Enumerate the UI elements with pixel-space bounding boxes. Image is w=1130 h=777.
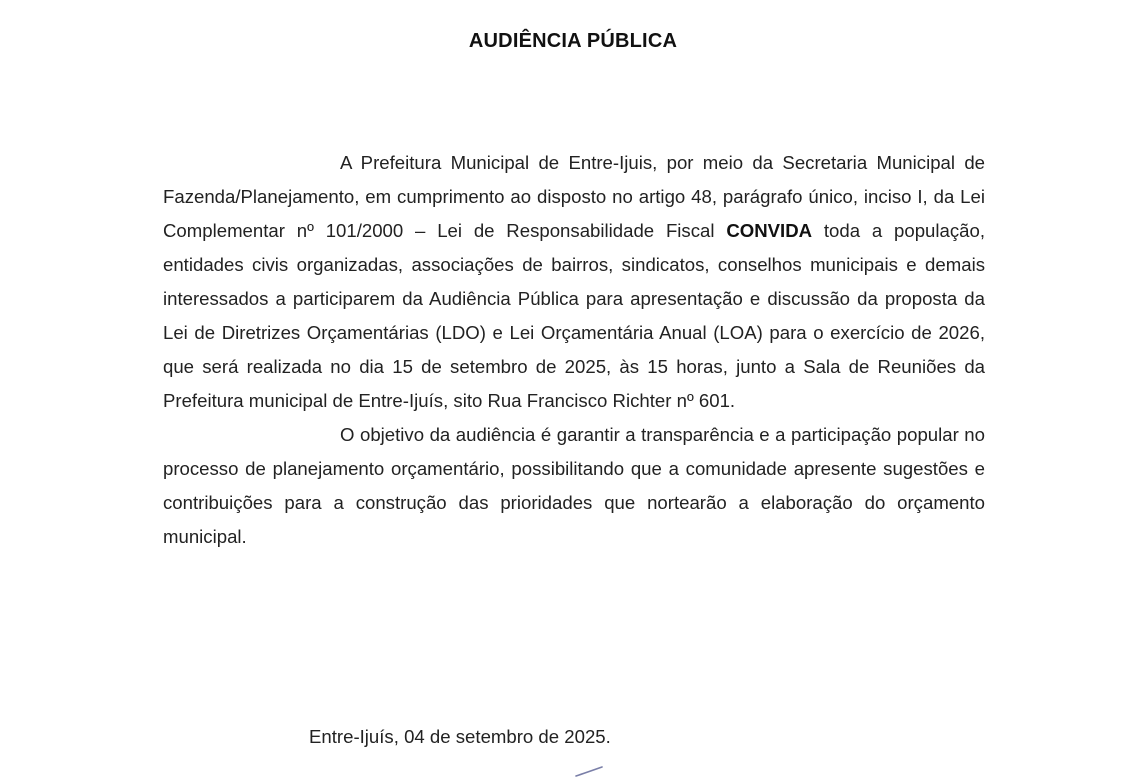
date-line: Entre-Ijuís, 04 de setembro de 2025.: [309, 726, 611, 747]
paragraph-invitation: [163, 146, 985, 418]
paragraph-objective: O objetivo da audiência é garantir a transparência e a participação popular no processo de planejamento orçamentário, possibilitando que a comunidade apresente sugestões e contribuições para a construção das prioridades que nortearão a elaboração do orçamento municipal.: [163, 424, 985, 547]
document-title: AUDIÊNCIA PÚBLICA: [468, 30, 678, 52]
paragraph-invitation-part2: toda a população, entidades civis organizadas, associações de bairros, sindicatos, conselhos municipais e demais interessados a participarem da Audiência Pública para apresentação e discussão da proposta da Lei de Diretrizes Orçamentárias (LDO) e Lei Orçamentária Anual (LOA) para o exercício de 2026, que será realizada no dia 15 de setembro de 2025, às 15 horas, junto a Sala de Reuniões da Prefeitura municipal de Entre-Ijuís, sito Rua Francisco Richter nº 601.: [163, 220, 985, 411]
paragraph-invitation-part1: A Prefeitura Municipal de Entre-Ijuis, por meio da Secretaria Municipal de Fazenda/Planejamento, em cumprimento ao disposto no artigo 48, parágrafo único, inciso I, da Lei Complementar nº 101/2000 – Lei de Responsabilidade Fiscal: [163, 152, 985, 241]
convida-emphasis: CONVIDA: [726, 220, 813, 241]
document-body: [163, 146, 985, 554]
signature-stroke: [575, 766, 605, 777]
